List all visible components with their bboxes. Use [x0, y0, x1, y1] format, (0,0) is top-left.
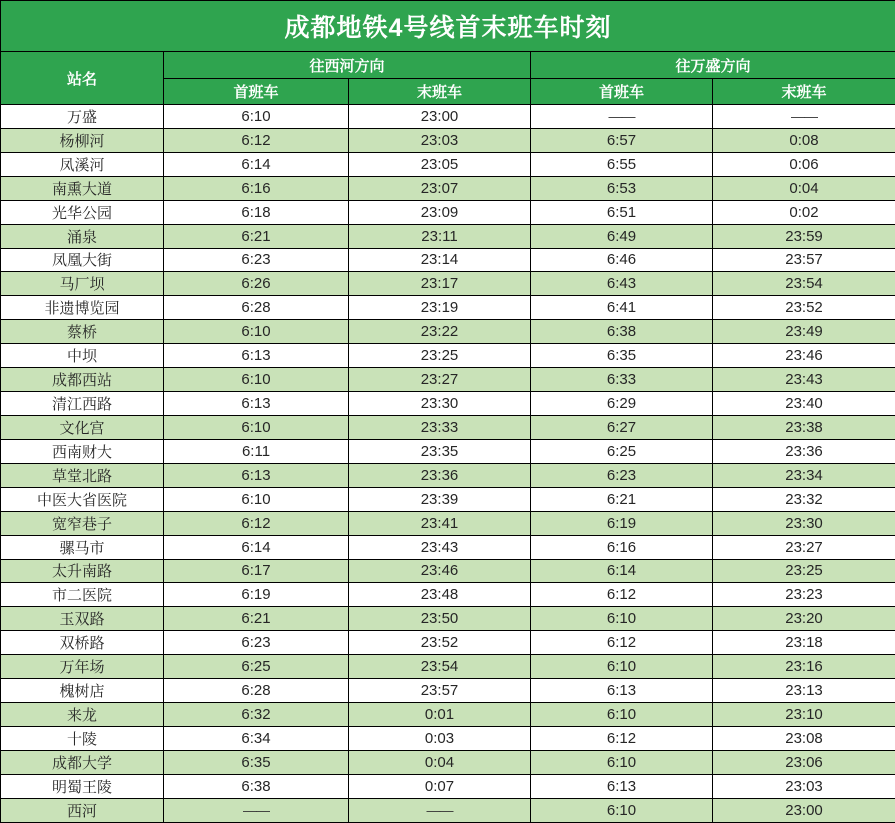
east-last-cell: 23:10: [713, 703, 895, 727]
table-row: [1, 487, 895, 511]
west-last-cell: 23:39: [349, 487, 531, 511]
east-last-cell: 23:49: [713, 320, 895, 344]
east-first-cell: 6:33: [531, 368, 713, 392]
west-first-cell: 6:18: [164, 200, 349, 224]
table-row: [1, 415, 895, 439]
east-last-train-header: 末班车: [713, 79, 895, 105]
west-last-cell: 0:03: [349, 726, 531, 750]
station-cell: 清江西路: [1, 392, 164, 416]
station-cell: 凤溪河: [1, 152, 164, 176]
east-last-cell: 23:06: [713, 750, 895, 774]
west-last-cell: ——: [349, 798, 531, 822]
station-column-header: 站名: [1, 52, 164, 105]
west-last-cell: 23:11: [349, 224, 531, 248]
west-last-cell: 23:22: [349, 320, 531, 344]
east-last-cell: 23:20: [713, 607, 895, 631]
station-cell: 凤凰大街: [1, 248, 164, 272]
west-first-cell: 6:35: [164, 750, 349, 774]
title-row: [1, 1, 895, 52]
station-cell: 光华公园: [1, 200, 164, 224]
west-last-cell: 23:03: [349, 128, 531, 152]
east-last-cell: 0:02: [713, 200, 895, 224]
table-row: [1, 105, 895, 129]
west-last-cell: 23:54: [349, 655, 531, 679]
west-last-cell: 23:07: [349, 176, 531, 200]
station-cell: 明蜀王陵: [1, 774, 164, 798]
east-last-cell: 23:54: [713, 272, 895, 296]
station-cell: 太升南路: [1, 559, 164, 583]
west-first-cell: 6:13: [164, 344, 349, 368]
east-first-cell: 6:25: [531, 439, 713, 463]
east-first-train-header: 首班车: [531, 79, 713, 105]
east-first-cell: 6:51: [531, 200, 713, 224]
east-last-cell: 23:30: [713, 511, 895, 535]
west-first-cell: 6:14: [164, 535, 349, 559]
station-cell: 非遗博览园: [1, 296, 164, 320]
west-last-cell: 23:50: [349, 607, 531, 631]
station-cell: 涌泉: [1, 224, 164, 248]
west-first-cell: 6:10: [164, 320, 349, 344]
east-first-cell: 6:57: [531, 128, 713, 152]
direction-header-row: [1, 52, 895, 79]
west-first-cell: 6:34: [164, 726, 349, 750]
east-first-cell: 6:53: [531, 176, 713, 200]
east-first-cell: 6:43: [531, 272, 713, 296]
station-cell: 玉双路: [1, 607, 164, 631]
east-last-cell: 0:08: [713, 128, 895, 152]
west-first-cell: 6:11: [164, 439, 349, 463]
west-first-train-header: 首班车: [164, 79, 349, 105]
west-last-train-header: 末班车: [349, 79, 531, 105]
west-first-cell: 6:32: [164, 703, 349, 727]
east-first-cell: 6:10: [531, 798, 713, 822]
table-row: [1, 128, 895, 152]
east-last-cell: 23:36: [713, 439, 895, 463]
west-last-cell: 23:09: [349, 200, 531, 224]
west-first-cell: 6:10: [164, 105, 349, 129]
west-first-cell: 6:25: [164, 655, 349, 679]
east-last-cell: 23:00: [713, 798, 895, 822]
east-first-cell: ——: [531, 105, 713, 129]
west-first-cell: 6:38: [164, 774, 349, 798]
west-last-cell: 23:17: [349, 272, 531, 296]
west-first-cell: 6:12: [164, 511, 349, 535]
west-first-cell: 6:16: [164, 176, 349, 200]
west-last-cell: 0:01: [349, 703, 531, 727]
east-last-cell: 23:52: [713, 296, 895, 320]
station-cell: 万年场: [1, 655, 164, 679]
west-last-cell: 23:36: [349, 463, 531, 487]
west-first-cell: 6:28: [164, 679, 349, 703]
table-row: [1, 296, 895, 320]
east-last-cell: ——: [713, 105, 895, 129]
table-row: [1, 774, 895, 798]
table-row: [1, 463, 895, 487]
station-cell: 双桥路: [1, 631, 164, 655]
east-last-cell: 23:34: [713, 463, 895, 487]
station-cell: 骡马市: [1, 535, 164, 559]
station-cell: 南熏大道: [1, 176, 164, 200]
west-last-cell: 23:05: [349, 152, 531, 176]
east-first-cell: 6:19: [531, 511, 713, 535]
east-last-cell: 0:04: [713, 176, 895, 200]
direction-east-header: 往万盛方向: [531, 52, 895, 79]
west-last-cell: 23:25: [349, 344, 531, 368]
station-cell: 中医大省医院: [1, 487, 164, 511]
east-first-cell: 6:10: [531, 655, 713, 679]
west-last-cell: 23:27: [349, 368, 531, 392]
west-last-cell: 23:57: [349, 679, 531, 703]
station-cell: 中坝: [1, 344, 164, 368]
west-last-cell: 0:04: [349, 750, 531, 774]
east-first-cell: 6:55: [531, 152, 713, 176]
west-last-cell: 23:35: [349, 439, 531, 463]
east-first-cell: 6:12: [531, 583, 713, 607]
west-first-cell: 6:19: [164, 583, 349, 607]
west-last-cell: 23:43: [349, 535, 531, 559]
east-last-cell: 23:13: [713, 679, 895, 703]
east-last-cell: 23:08: [713, 726, 895, 750]
station-cell: 市二医院: [1, 583, 164, 607]
east-last-cell: 23:03: [713, 774, 895, 798]
station-cell: 万盛: [1, 105, 164, 129]
station-cell: 西河: [1, 798, 164, 822]
east-last-cell: 23:27: [713, 535, 895, 559]
table-row: [1, 511, 895, 535]
station-cell: 来龙: [1, 703, 164, 727]
table-row: [1, 726, 895, 750]
west-first-cell: 6:23: [164, 631, 349, 655]
table-row: [1, 703, 895, 727]
station-cell: 十陵: [1, 726, 164, 750]
west-first-cell: 6:23: [164, 248, 349, 272]
table-row: [1, 655, 895, 679]
east-first-cell: 6:41: [531, 296, 713, 320]
east-first-cell: 6:10: [531, 750, 713, 774]
table-row: [1, 631, 895, 655]
east-first-cell: 6:29: [531, 392, 713, 416]
east-first-cell: 6:38: [531, 320, 713, 344]
table-row: [1, 679, 895, 703]
table-row: [1, 224, 895, 248]
west-last-cell: 23:19: [349, 296, 531, 320]
table-row: [1, 535, 895, 559]
east-first-cell: 6:12: [531, 726, 713, 750]
station-cell: 成都西站: [1, 368, 164, 392]
east-first-cell: 6:16: [531, 535, 713, 559]
west-last-cell: 23:46: [349, 559, 531, 583]
west-first-cell: 6:17: [164, 559, 349, 583]
east-first-cell: 6:21: [531, 487, 713, 511]
west-last-cell: 23:41: [349, 511, 531, 535]
station-cell: 槐树店: [1, 679, 164, 703]
west-last-cell: 23:30: [349, 392, 531, 416]
east-last-cell: 0:06: [713, 152, 895, 176]
station-cell: 草堂北路: [1, 463, 164, 487]
east-first-cell: 6:49: [531, 224, 713, 248]
table-row: [1, 392, 895, 416]
west-first-cell: 6:26: [164, 272, 349, 296]
table-row: [1, 176, 895, 200]
west-last-cell: 23:52: [349, 631, 531, 655]
west-last-cell: 23:33: [349, 415, 531, 439]
direction-west-header: 往西河方向: [164, 52, 531, 79]
station-cell: 马厂坝: [1, 272, 164, 296]
table-row: [1, 583, 895, 607]
table-row: [1, 798, 895, 822]
west-first-cell: 6:10: [164, 415, 349, 439]
station-cell: 蔡桥: [1, 320, 164, 344]
east-first-cell: 6:13: [531, 774, 713, 798]
timetable-body: [1, 105, 895, 823]
table-row: [1, 439, 895, 463]
east-first-cell: 6:27: [531, 415, 713, 439]
west-last-cell: 0:07: [349, 774, 531, 798]
east-first-cell: 6:46: [531, 248, 713, 272]
table-row: [1, 320, 895, 344]
east-first-cell: 6:23: [531, 463, 713, 487]
east-last-cell: 23:43: [713, 368, 895, 392]
east-last-cell: 23:16: [713, 655, 895, 679]
east-first-cell: 6:14: [531, 559, 713, 583]
table-row: [1, 200, 895, 224]
table-row: [1, 272, 895, 296]
station-cell: 成都大学: [1, 750, 164, 774]
station-cell: 宽窄巷子: [1, 511, 164, 535]
east-first-cell: 6:13: [531, 679, 713, 703]
west-first-cell: 6:10: [164, 487, 349, 511]
west-first-cell: 6:13: [164, 463, 349, 487]
east-first-cell: 6:10: [531, 607, 713, 631]
east-last-cell: 23:25: [713, 559, 895, 583]
east-last-cell: 23:46: [713, 344, 895, 368]
west-first-cell: 6:12: [164, 128, 349, 152]
west-first-cell: 6:21: [164, 607, 349, 631]
east-last-cell: 23:18: [713, 631, 895, 655]
table-row: [1, 750, 895, 774]
east-last-cell: 23:38: [713, 415, 895, 439]
west-first-cell: 6:21: [164, 224, 349, 248]
west-last-cell: 23:00: [349, 105, 531, 129]
west-last-cell: 23:48: [349, 583, 531, 607]
table-row: [1, 152, 895, 176]
east-first-cell: 6:12: [531, 631, 713, 655]
station-cell: 西南财大: [1, 439, 164, 463]
east-last-cell: 23:40: [713, 392, 895, 416]
east-first-cell: 6:10: [531, 703, 713, 727]
station-cell: 文化宫: [1, 415, 164, 439]
west-last-cell: 23:14: [349, 248, 531, 272]
east-first-cell: 6:35: [531, 344, 713, 368]
west-first-cell: 6:13: [164, 392, 349, 416]
west-first-cell: 6:14: [164, 152, 349, 176]
station-cell: 杨柳河: [1, 128, 164, 152]
page-title: 成都地铁4号线首末班车时刻: [1, 1, 895, 52]
east-last-cell: 23:59: [713, 224, 895, 248]
table-row: [1, 607, 895, 631]
west-first-cell: 6:28: [164, 296, 349, 320]
table-row: [1, 368, 895, 392]
table-row: [1, 344, 895, 368]
table-row: [1, 248, 895, 272]
west-first-cell: ——: [164, 798, 349, 822]
east-last-cell: 23:57: [713, 248, 895, 272]
east-last-cell: 23:32: [713, 487, 895, 511]
west-first-cell: 6:10: [164, 368, 349, 392]
table-row: [1, 559, 895, 583]
east-last-cell: 23:23: [713, 583, 895, 607]
